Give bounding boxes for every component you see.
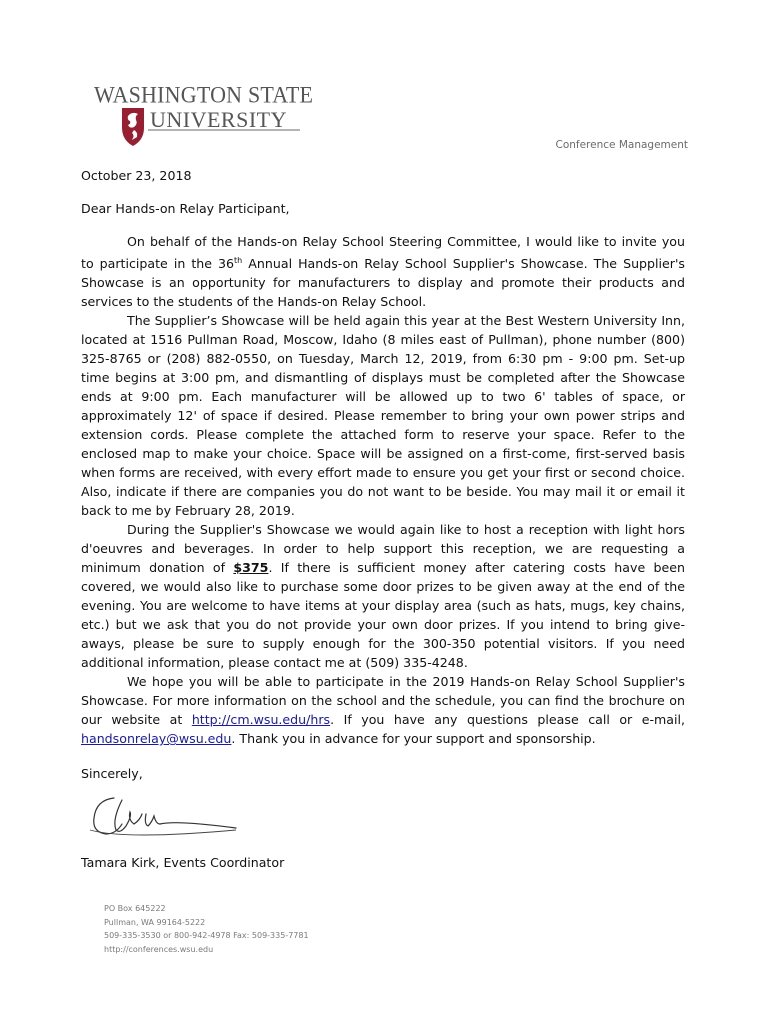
letter-body [81,166,685,783]
footer-city: Pullman, WA 99164-5222 [104,917,206,927]
ordinal-suffix: th [234,256,243,265]
letter-greeting: Dear Hands-on Relay Participant, [81,201,290,216]
footer-po-box: PO Box 645222 [104,904,166,913]
paragraph-text: We hope you will be able to participate in the 2019 Hands-on Relay School Supplier's Showcase. For more information on the school and the schedule, you can find the brochure on our website at [81,674,685,728]
footer-website: http://conferences.wsu.edu [104,944,214,954]
letter-closing: Sincerely, [81,766,143,782]
logo-line-washington-state: WASHINGTON STATE [94,81,314,108]
footer-phone: 509-335-3530 or 800-942-4978 Fax: 509-335-7781 [104,931,309,940]
website-link[interactable]: http://cm.wsu.edu/hrs [191,712,331,728]
paragraph-text: . Thank you in advance for your support and sponsorship. [231,731,596,747]
footer-address [104,902,309,956]
paragraph-closing-info [81,672,685,748]
wsu-logo [92,80,314,150]
paragraph-text: During the Supplier's Showcase we would again like to host a reception with light hors d'oeuvres and beverages. In order to help support this reception, we are requesting a minimum donation of [81,522,685,576]
signer-name: Tamara Kirk, Events Coordinator [81,855,285,870]
letter-paragraphs [81,232,685,748]
paragraph-text: On behalf of the Hands-on Relay School Steering Committee, I would like to invite you to participate in the 36 [81,234,685,272]
paragraph-invitation [81,232,685,311]
donation-amount: $375 [233,560,269,576]
paragraph-text: Annual Hands-on Relay School Supplier's Showcase. The Supplier's Showcase is an opportunity for manufacturers to display and promote their products and services to the students of the Hands-on Relay School. [81,256,685,310]
logo-line-university: UNIVERSITY [150,107,287,132]
letter-date: October 23, 2018 [81,168,192,183]
handwritten-signature [86,790,246,845]
email-link[interactable]: handsonrelay@wsu.edu [81,731,232,747]
department-name: Conference Management [555,139,688,151]
paragraph-text: . If you have any questions please call or e-mail, [330,712,685,728]
paragraph-text: . If there is sufficient money after catering costs have been covered, we would also like to purchase some door prizes to be given away at the end of the evening. You are welcome to have items at your display area (such as hats, mugs, key chains, etc.) but we ask that you do not provide your own door prizes. If you intend to bring give-aways, please be sure to supply enough for the 300-350 potential visitors. If you need additional information, please contact me at (509) 335-4248. [81,560,685,671]
paragraph-details: The Supplier’s Showcase will be held again this year at the Best Western University Inn, located at 1516 Pullman Road, Moscow, Idaho (8 miles east of Pullman), phone number (800) 325-8765 or (208) 882-0550, on Tuesday, March 12, 2019, from 6:30 pm - 9:00 pm. Set-up time begins at 3:00 pm, and dismantling of displays must be completed after the Showcase ends at 9:00 pm. Each manufacturer will be allowed up to two 6' tables of space, or approximately 12' of space if desired. Please remember to bring your own power strips and extension cords. Please complete the attached form to reserve your space. Refer to the enclosed map to make your choice. Space will be assigned on a first-come, first-served basis when forms are received, with every effort made to ensure you get your first or second choice. Also, indicate if there are companies you do not want to be beside. You may mail it or email it back to me by February 28, 2019. [81,313,685,519]
paragraph-reception [81,520,685,672]
